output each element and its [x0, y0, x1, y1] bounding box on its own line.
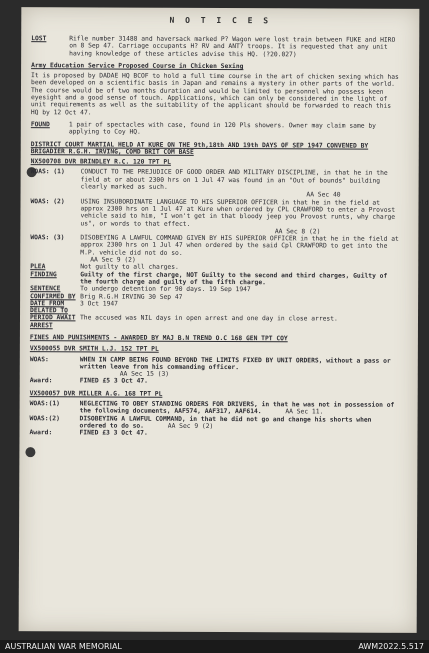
date-from-text: 3 Oct 1947 — [80, 300, 119, 308]
date-from-row — [30, 300, 400, 316]
fine-charge-body: DISOBEYING A LAWFUL COMMAND, in that he did not go and change his shorts when ordered to do so. — [79, 415, 372, 430]
award-row — [29, 429, 399, 438]
fine-charge-text — [80, 400, 400, 416]
plea-label: PLEA — [30, 263, 46, 271]
fines-section — [29, 334, 399, 438]
fine-charge-row — [30, 356, 400, 380]
finding-label: FINDING — [30, 270, 57, 278]
charge-body: DISOBEYING A LAWFUL COMMAND GIVEN BY HIS SUPERIOR OFFICER in that he in the field at approx 2300 hrs on 1 Jul 47 when ordered by the said Cpl CRAWFORD to get into the M.P. vehicle did not do so. — [80, 234, 399, 257]
date-from-label: DATE FROM DELATED TO — [30, 299, 68, 315]
fine-charge-text — [80, 356, 400, 379]
education-heading: Army Education Service Proposed Course in Chicken Sexing — [31, 62, 244, 70]
fine-charge-body: WHEN IN CAMP BEING FOUND BEYOND THE LIMITS FIXED BY UNIT ORDERS, without a pass or written leave from his commanding officer. — [79, 355, 391, 371]
fines-accused: VX500055 DVR SMITH L.J. 152 TPT PL — [29, 345, 159, 354]
plea-text: Not guilty to all charges. — [80, 263, 179, 272]
charge-row — [30, 234, 400, 265]
lost-label: LOST — [31, 35, 47, 43]
fine-charge-body: NEGLECTING TO OBEY STANDING ORDERS FOR DRIVERS, in that he was not in possession of the following documents, AAF574, AAF317, AAF614. — [79, 400, 395, 416]
page-title: N O T I C E S — [169, 15, 272, 26]
fine-charge-ref: AA Sec 11. — [285, 408, 324, 416]
charge-text — [80, 198, 400, 236]
charge-ref: AA Sec 9 (2) — [90, 256, 136, 264]
fine-charge-label: WOAS:(1) — [29, 400, 60, 408]
charge-label: WOAS: (1) — [30, 168, 65, 176]
award-label: Award: — [29, 377, 53, 385]
footer-bar — [0, 640, 429, 653]
period-await-label: PERIOD AWAIT ARREST — [29, 314, 76, 329]
education-text: It is proposed by DADAE HQ BCOF to hold a full time course in the art of chicken sexing which has been developed on a scientific basis in Japan and remains a mystery in other parts of the world. The course would be of two months duration and would be limited to personnel who possess keen eyesight and a good sense of touch. Applications, which can only be considered in the light of unit requirements as well as the suitability of the applicant should be forwarded to reach this HQ by 12 Oct 47. — [30, 72, 399, 117]
found-label: FOUND — [30, 121, 50, 129]
charge-row — [30, 198, 400, 236]
found-text: 1 pair of spectacles with case, found in 120 Pls showers. Owner may claim same by applying to Coy HQ. — [68, 121, 376, 136]
charge-text — [81, 169, 401, 200]
confirmed-text: Brig R.G.H IRVING 30 Sep 47 — [80, 292, 183, 301]
fine-charge-text — [80, 415, 400, 431]
charge-ref: AA Sec 8 (2) — [274, 228, 321, 236]
fines-accused: VX500057 DVR MILLER A.G. 168 TPT PL — [29, 389, 163, 398]
period-await-text: The accused was NIL days in open arrest and one day in close arrest. — [79, 314, 338, 323]
education-notice — [31, 62, 401, 118]
sentence-label: SENTENCE — [30, 285, 61, 293]
charge-body: CONDUCT TO THE PREJUDICE OF GOOD ORDER AND MILITARY DISCIPLINE, in that he in the field at or about 2300 hrs on 1 Jul 47 was found in an "Out of bounds" building clearly marked as such. — [80, 168, 388, 191]
charge-body: USING INSUBORDINATE LANGUAGE TO HIS SUPERIOR OFFICER in that he in the field at approx 2300 hrs on 1 Jul 47 at Kure when ordered by CPL CRAWFORD to enter a Provost vehicle said to him, "I won't get in that bloody jeep you Provost runts, why charge us", or words to that effect. — [80, 198, 396, 228]
charge-label: WOAS: (2) — [30, 197, 65, 205]
charge-row — [31, 169, 401, 200]
court-martial-section — [30, 141, 401, 331]
charge-label: WOAS: (3) — [30, 234, 65, 242]
lost-notice — [31, 35, 401, 59]
charge-ref: AA Sec 40 — [306, 191, 341, 199]
award-text: FINED £5 3 Oct 47. — [79, 377, 148, 386]
document-sheet — [19, 7, 420, 633]
punch-hole — [25, 447, 35, 457]
confirmed-label: CONFIRMED BY — [30, 292, 76, 300]
footer-accession-id: AWM2022.5.517 — [358, 642, 424, 651]
court-martial-accused: NX500708 DVR BRINDLEY R.C. 120 TPT PL — [30, 158, 171, 166]
notices-body — [29, 35, 401, 443]
fines-heading: FINES AND PUNISHMENTS - AWARDED BY MAJ B.N TREND O.C 168 GEN TPT COY — [29, 334, 288, 343]
court-martial-heading: DISTRICT COURT MARTIAL HELD AT KURE ON THE 9th,18th AND 19th DAYS OF SEP 1947 CONVENED BY BRIGADIER R.G.H. IRVING, COMD BRIT COM BASE — [30, 140, 369, 156]
finding-row — [30, 271, 400, 287]
award-row — [30, 378, 400, 387]
lost-text: Rifle number 31488 and haversack marked P? Wagon were lost train between FUKE and HIRO on 8 Sep 47. Carriage occupants H? RV and ANT? troops. It is requested that any unit having knowledge of these articles advise this HQ. (?20.027) — [69, 35, 396, 58]
footer-source: AUSTRALIAN WAR MEMORIAL — [5, 642, 122, 651]
sentence-text: To undergo detention for 90 days. 19 Sep 1947 — [80, 285, 251, 294]
period-await-row — [30, 315, 400, 331]
charge-text — [80, 235, 400, 266]
fine-charge-row — [30, 415, 400, 431]
fine-charge-label: WOAS: — [29, 355, 49, 363]
award-text: FINED £3 3 Oct 47. — [79, 429, 148, 437]
award-label: Award: — [29, 429, 53, 437]
fine-charge-row — [30, 400, 400, 416]
fine-charge-label: WOAS:(2) — [29, 414, 60, 422]
finding-text: Guilty of the first charge, NOT Guilty to the second and third charges, Guilty of the fourth charge and guilty of the fifth charge. — [80, 271, 388, 287]
found-notice — [31, 121, 401, 137]
fine-charge-ref: AA Sec 9 (2) — [167, 422, 214, 430]
fine-charge-ref: AA Sec 15 (3) — [119, 370, 170, 378]
